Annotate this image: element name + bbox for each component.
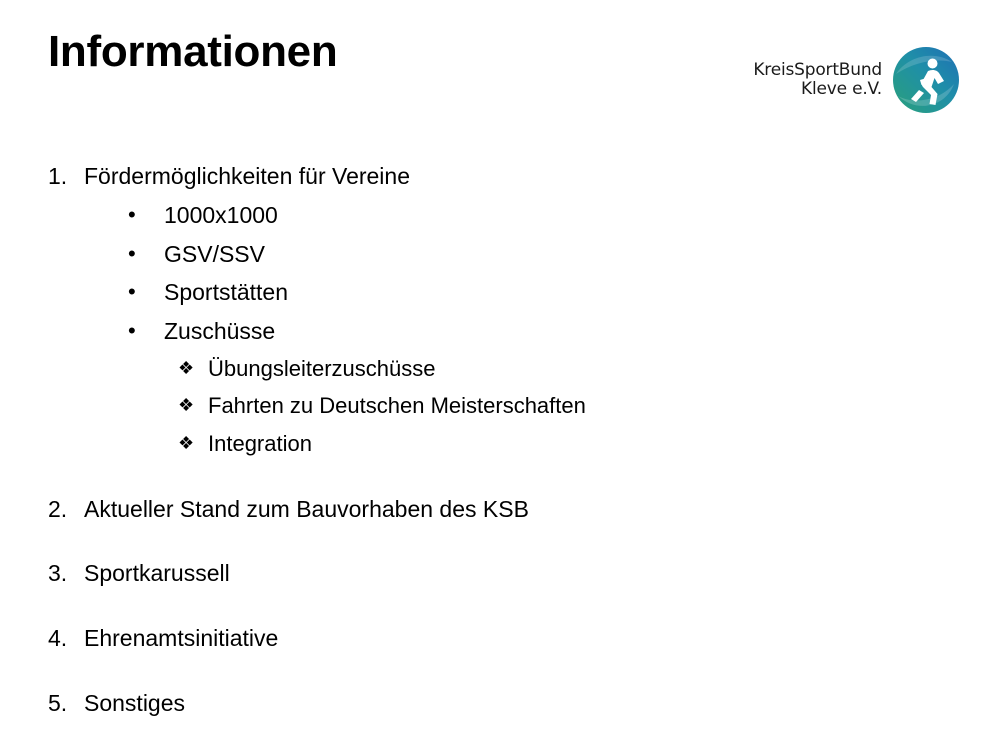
list-item-label: 1000x1000 xyxy=(164,201,278,228)
list-item-label: Aktueller Stand zum Bauvorhaben des KSB xyxy=(84,495,529,522)
list-item xyxy=(178,392,908,421)
list-item xyxy=(48,559,908,588)
page-title: Informationen xyxy=(48,27,338,76)
list-item xyxy=(48,624,908,653)
list-item-label: Integration xyxy=(208,430,312,456)
outline-list xyxy=(48,162,908,718)
diamond-bullet-icon: ❖ xyxy=(178,357,195,378)
list-item-label: Sportstätten xyxy=(164,279,289,306)
runner-circle-logo-icon xyxy=(890,44,962,116)
logo-text xyxy=(753,61,882,99)
list-item xyxy=(128,317,908,346)
bullet-icon: • xyxy=(128,201,136,227)
list-item xyxy=(128,240,908,269)
list-item-label: Übungsleiterzuschüsse xyxy=(208,355,436,381)
list-item xyxy=(178,430,908,459)
list-item-label: GSV/SSV xyxy=(164,240,265,267)
list-marker: 4. xyxy=(48,625,68,652)
bullet-icon: • xyxy=(128,240,136,266)
diamond-bullet-icon: ❖ xyxy=(178,395,195,416)
list-marker: 1. xyxy=(48,163,68,189)
list-item-label: Sonstiges xyxy=(84,689,186,716)
list-item xyxy=(128,278,908,307)
list-marker: 3. xyxy=(48,560,68,587)
organization-logo xyxy=(753,44,962,116)
list-item xyxy=(178,355,908,384)
list-marker: 2. xyxy=(48,495,68,522)
list-item xyxy=(48,689,908,718)
list-item-label: Sportkarussell xyxy=(84,560,230,587)
list-marker: 5. xyxy=(48,689,68,716)
logo-line-1: KreisSportBund xyxy=(753,59,882,80)
list-item xyxy=(48,495,908,524)
bullet-icon: • xyxy=(128,318,136,343)
list-item-label: Fahrten zu Deutschen Meisterschaften xyxy=(208,393,586,419)
list-item xyxy=(48,162,908,191)
list-item-label: Zuschüsse xyxy=(164,318,276,344)
diamond-bullet-icon: ❖ xyxy=(178,432,195,453)
list-item xyxy=(128,201,908,230)
bullet-icon: • xyxy=(128,279,136,305)
logo-line-2: Kleve e.V. xyxy=(801,79,882,99)
list-item-label: Ehrenamtsinitiative xyxy=(84,625,279,652)
list-item-label: Fördermöglichkeiten für Vereine xyxy=(84,163,410,189)
